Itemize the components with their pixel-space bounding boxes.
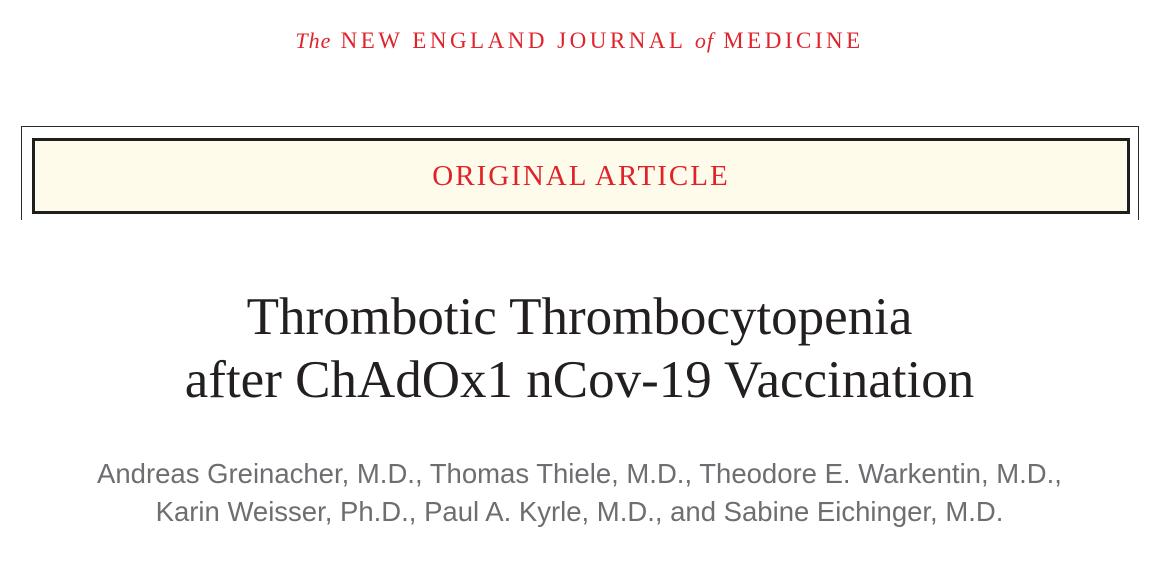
masthead-the: The bbox=[295, 28, 332, 53]
article-type-banner bbox=[32, 138, 1130, 214]
journal-masthead bbox=[0, 28, 1159, 54]
masthead-of: of bbox=[694, 28, 714, 53]
title-line-1: Thrombotic Thrombocytopenia bbox=[246, 288, 913, 346]
author-line-1: Andreas Greinacher, M.D., Thomas Thiele, M.D., Theodore E. Warkentin, M.D., bbox=[97, 458, 1062, 489]
article-type-label: ORIGINAL ARTICLE bbox=[432, 159, 730, 192]
article-title bbox=[0, 286, 1159, 412]
title-line-2: after ChAdOx1 nCov-19 Vaccination bbox=[184, 351, 975, 409]
masthead-journal-name: NEW ENGLAND JOURNAL bbox=[340, 28, 686, 53]
author-line-2: Karin Weisser, Ph.D., Paul A. Kyrle, M.D., and Sabine Eichinger, M.D. bbox=[155, 496, 1004, 527]
masthead-medicine: MEDICINE bbox=[723, 28, 864, 53]
author-list bbox=[0, 455, 1159, 531]
